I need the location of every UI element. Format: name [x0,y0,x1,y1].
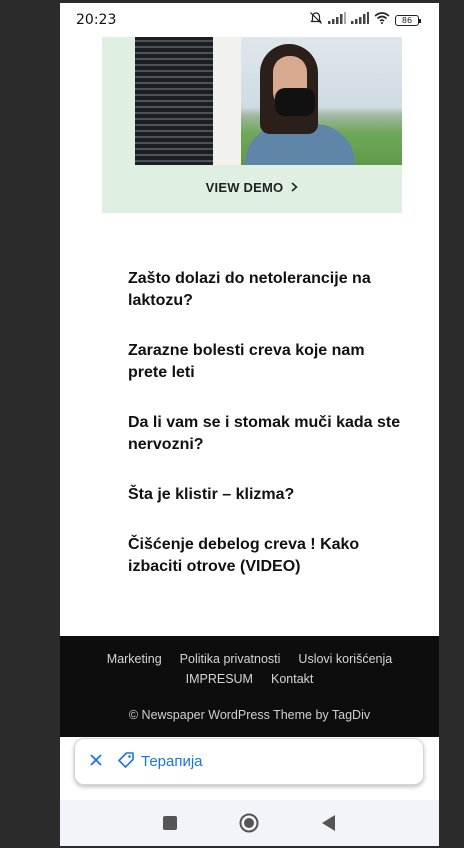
close-icon[interactable] [89,750,103,773]
article-link[interactable]: Čišćenje debelog creva ! Kako izbaciti otrove (VIDEO) [128,536,360,575]
tag-icon [117,751,135,773]
view-demo-label: VIEW DEMO [205,180,284,195]
view-demo-button[interactable] [102,180,402,195]
status-bar [60,3,439,37]
search-chip-bar [74,738,424,785]
battery-icon: 86 [395,15,419,26]
footer-link-contact[interactable]: Kontakt [270,672,314,686]
footer-link-terms[interactable]: Uslovi korišćenja [298,652,393,666]
ad-banner[interactable] [102,36,402,213]
article-link[interactable]: Zarazne bolesti creva koje nam prete leti [128,342,365,381]
footer-links [60,652,439,686]
status-time: 20:23 [76,12,117,28]
list-item [128,268,408,312]
footer [60,636,439,737]
list-item [128,534,408,578]
footer-link-marketing[interactable]: Marketing [106,652,162,666]
chevron-right-icon [291,180,298,195]
footer-copyright: © Newspaper WordPress Theme by TagDiv [128,708,371,722]
list-item [128,484,408,506]
tag-chip-label: Терапија [141,753,203,770]
wifi-icon [374,11,390,29]
article-link[interactable]: Da li vam se i stomak muči kada ste nervozni? [128,414,401,453]
home-button[interactable] [234,808,264,838]
mute-icon [309,11,323,30]
system-nav-bar [60,800,439,846]
list-item [128,340,408,384]
signal-icon [328,11,346,29]
status-icons [309,11,419,30]
article-link[interactable]: Šta je klistir – klizma? [128,486,295,503]
article-list [128,268,408,606]
phone-screen [60,3,439,846]
recents-button[interactable] [155,808,185,838]
footer-link-privacy[interactable]: Politika privatnosti [179,652,281,666]
back-button[interactable] [314,808,344,838]
article-link[interactable]: Zašto dolazi do netolerancije na laktozu? [128,270,371,309]
tag-chip[interactable] [117,751,203,773]
ad-photo [135,36,402,165]
signal-icon [351,11,369,29]
list-item [128,412,408,456]
footer-link-impresum[interactable]: IMPRESUM [185,672,253,686]
